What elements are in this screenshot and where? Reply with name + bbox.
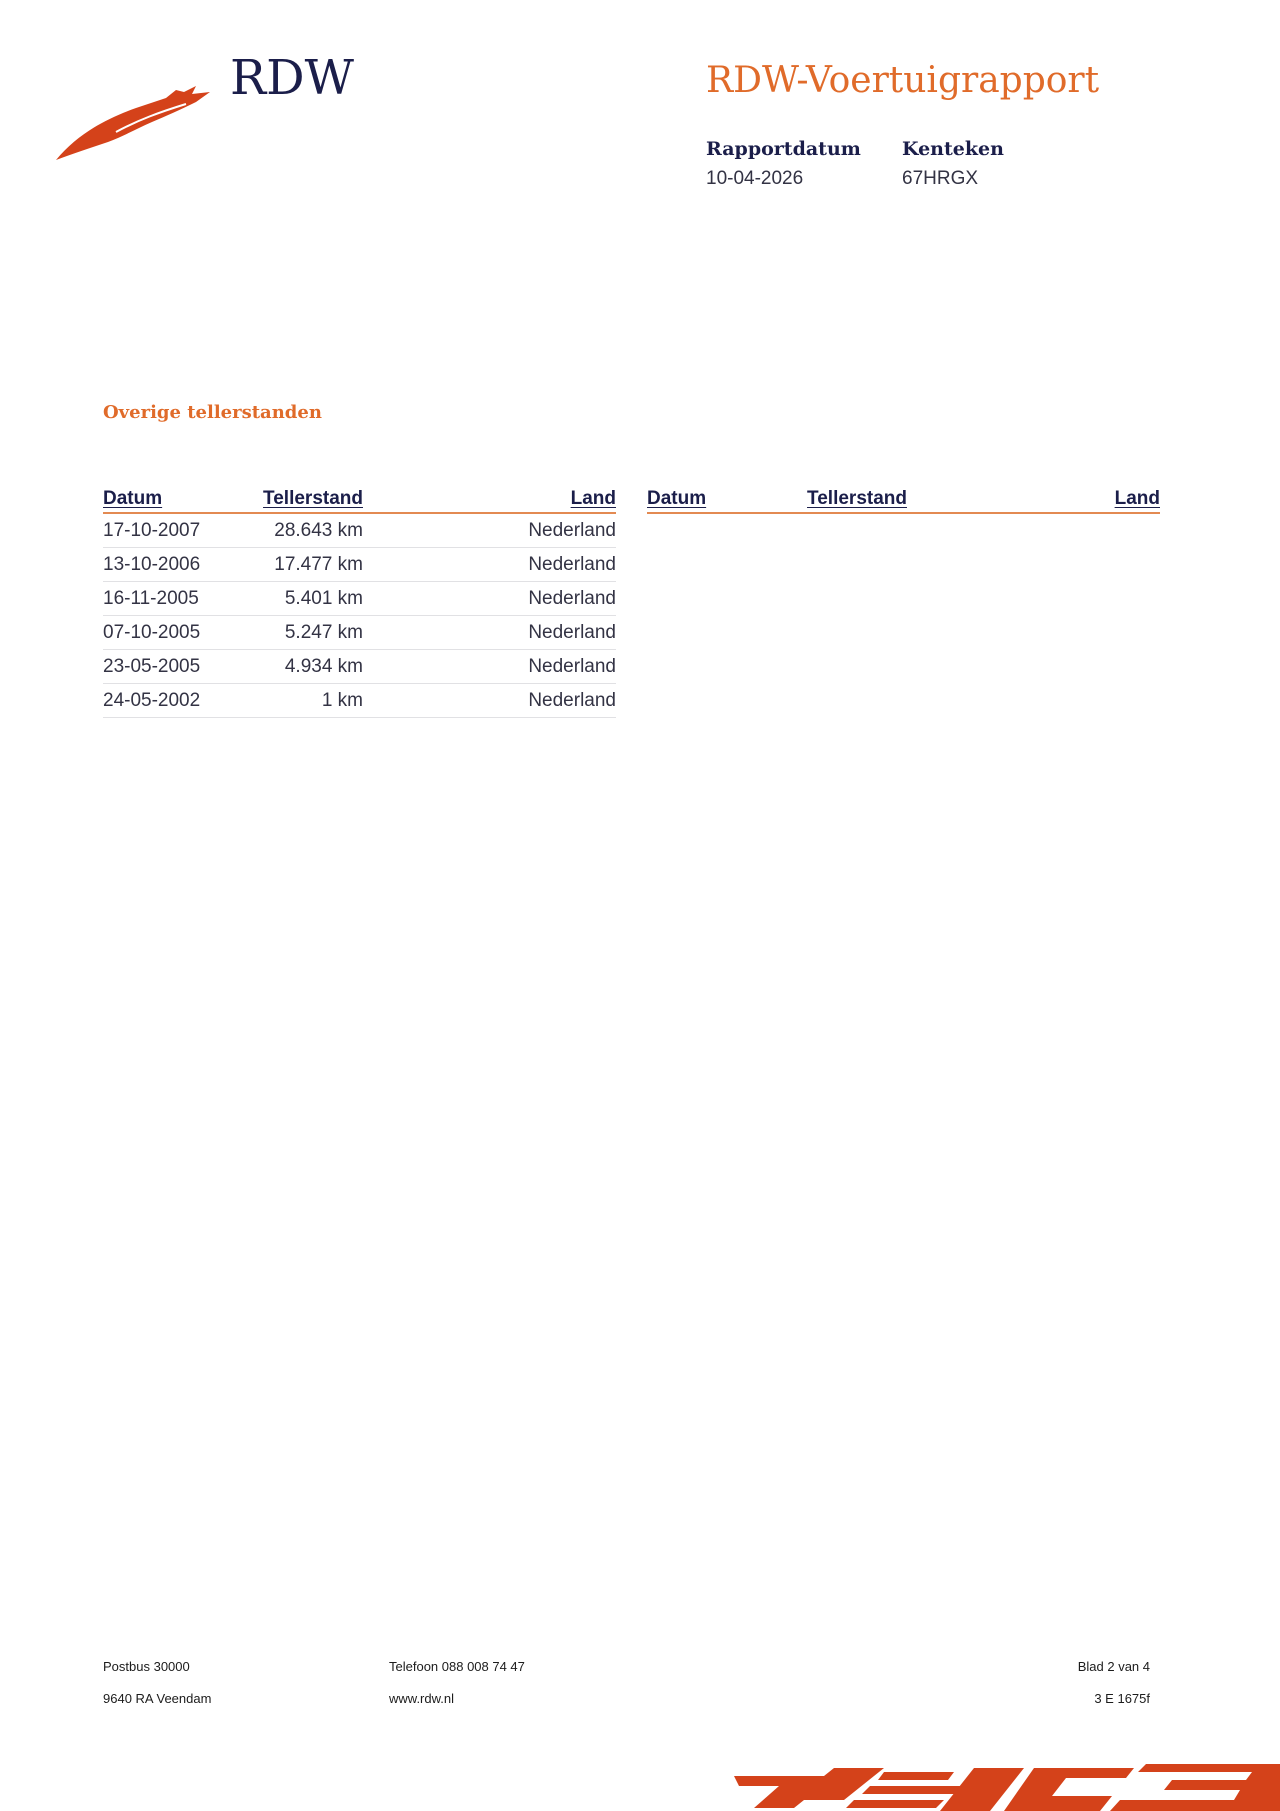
footer-phone: Telefoon 088 008 74 47 [389, 1659, 525, 1674]
report-date-label: Rapportdatum [706, 138, 861, 160]
row-tellerstand: 1 km [253, 684, 363, 718]
section-title: Overige tellerstanden [103, 402, 322, 423]
row-tellerstand: 5.401 km [253, 582, 363, 616]
table-header-row [647, 488, 1160, 513]
column-header-datum: Datum [103, 488, 253, 513]
column-header-tellerstand: Tellerstand [797, 488, 907, 513]
row-tellerstand: 4.934 km [253, 650, 363, 684]
row-tellerstand: 17.477 km [253, 548, 363, 582]
odometer-table-left [103, 488, 616, 718]
rdw-stripes-graphic-icon [734, 1760, 1280, 1811]
row-datum: 16-11-2005 [103, 582, 253, 616]
row-land: Nederland [363, 616, 616, 650]
table-row [103, 616, 616, 650]
plate-label: Kenteken [902, 138, 1004, 160]
row-tellerstand: 5.247 km [253, 616, 363, 650]
column-header-datum: Datum [647, 488, 797, 513]
row-land: Nederland [363, 548, 616, 582]
footer-address-line2: 9640 RA Veendam [103, 1691, 212, 1706]
row-land: Nederland [363, 513, 616, 548]
column-header-land: Land [363, 488, 616, 513]
footer-address-line1: Postbus 30000 [103, 1659, 190, 1674]
row-datum: 23-05-2005 [103, 650, 253, 684]
table-row [103, 513, 616, 548]
row-datum: 17-10-2007 [103, 513, 253, 548]
odometer-table-right [647, 488, 1160, 514]
table-row [103, 684, 616, 718]
row-datum: 07-10-2005 [103, 616, 253, 650]
footer-website: www.rdw.nl [389, 1691, 455, 1706]
report-date-block [706, 138, 861, 190]
row-datum: 24-05-2002 [103, 684, 253, 718]
column-header-tellerstand: Tellerstand [253, 488, 363, 513]
table-row [103, 548, 616, 582]
table-row [103, 650, 616, 684]
table-header-row [103, 488, 616, 513]
column-header-land: Land [907, 488, 1160, 513]
row-land: Nederland [363, 650, 616, 684]
row-tellerstand: 28.643 km [253, 513, 363, 548]
logo-text: RDW [230, 50, 354, 106]
report-title: RDW-Voertuigrapport [706, 60, 1100, 101]
row-land: Nederland [363, 582, 616, 616]
plate-block [902, 138, 1004, 190]
footer-document-code: 3 E 1675f [1094, 1691, 1150, 1706]
report-date-value: 10-04-2026 [706, 168, 804, 189]
rdw-logo-icon [56, 80, 210, 166]
row-land: Nederland [363, 684, 616, 718]
table-row [103, 582, 616, 616]
row-datum: 13-10-2006 [103, 548, 253, 582]
plate-value: 67HRGX [902, 168, 979, 189]
footer-page-number: Blad 2 van 4 [1077, 1659, 1150, 1674]
